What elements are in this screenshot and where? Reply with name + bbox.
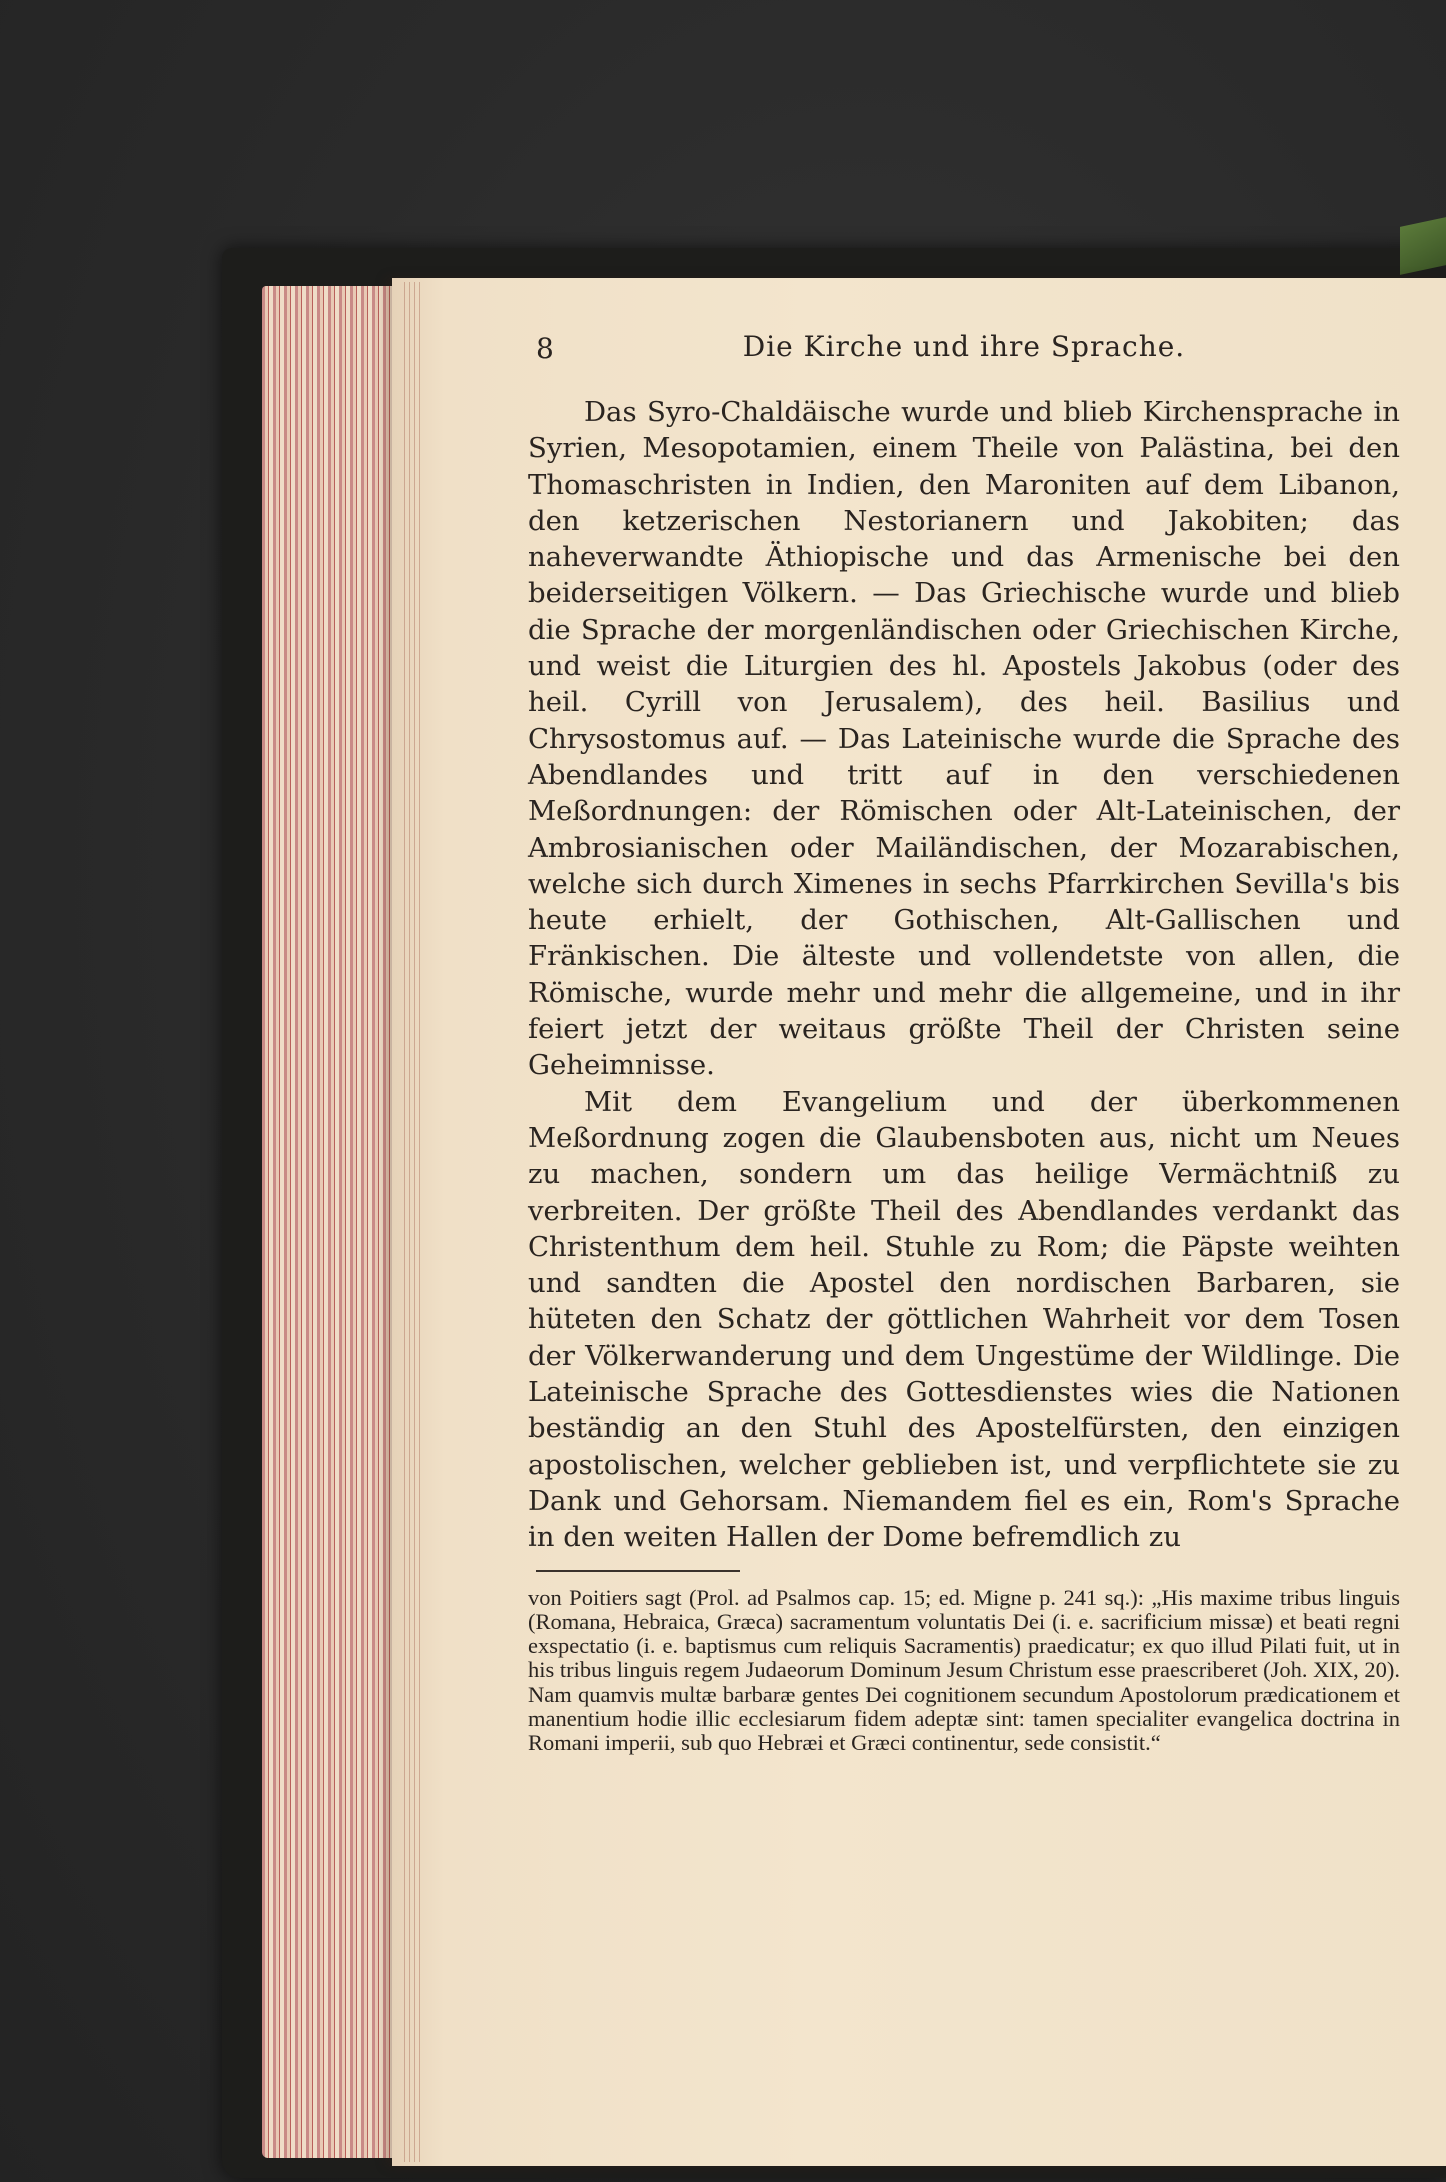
running-title: Die Kirche und ihre Sprache. <box>742 330 1186 363</box>
paragraph-2: Mit dem Evangelium und der überkommenen Meßordnung zogen die Glaubensboten aus, nicht um Neues zu machen, sondern um das heilige Vermächtniß zu verbreiten. Der größte Theil des Abendlandes verdankt das Christenthum dem heil. Stuhle zu Rom; die Päpste weihten und sandten die Apostel den nordischen Barbaren, sie hüteten den Schatz der göttlichen Wahrheit vor dem Tosen der Völkerwanderung und dem Ungestüme der Wildlinge. Die Lateinische Sprache des Gottesdienstes wies die Nationen beständig an den Stuhl des Apostelfürsten, den einzigen apostolischen, welcher geblieben ist, und verpflichtete sie zu Dank und Gehorsam. Niemandem fiel es ein, Rom's Sprache in den weiten Hallen der Dome befremdlich zu <box>528 1085 1400 1554</box>
footnote: von Poitiers sagt (Prol. ad Psalmos cap. 15; ed. Migne p. 241 sq.): „His maxime tribus linguis (Romana, Hebraica, Græca) sacramentum voluntatis Dei (i. e. sacrificium missæ) et beati regni exspectatio (i. e. baptismus cum reliquis Sacramentis) praedicatur; ex quo illud Pilati fuit, ut in his tribus linguis regem Judaeorum Dominum Jesum Christum esse praescriberet (Joh. XIX, 20). Nam quamvis multæ barbaræ gentes Dei cognitionem secundum Apostolorum prædicationem et manentium hodie illic ecclesiarum fidem adeptæ sint: tamen specialiter evangelica doctrina in Romani imperii, sub quo Hebræi et Græci continentur, sede consistit.“ <box>528 1584 1400 1756</box>
running-head <box>528 330 1400 376</box>
bookmark-ribbon <box>1400 217 1446 275</box>
page-content <box>528 330 1400 1756</box>
footnote-rule <box>536 1570 740 1572</box>
page-number: 8 <box>536 332 554 365</box>
page-gutter <box>400 282 420 2162</box>
page-edges <box>262 286 412 2158</box>
paragraph-1: Das Syro-Chaldäische wurde und blieb Kirchensprache in Syrien, Mesopotamien, einem Theile von Palästina, bei den Thomaschristen in Indien, den Maroniten auf dem Libanon, den ketzerischen Nestorianern und Jakobiten; das naheverwandte Äthiopische und das Armenische bei den beiderseitigen Völkern. — Das Griechische wurde und blieb die Sprache der morgenländischen oder Griechischen Kirche, und weist die Liturgien des hl. Apostels Jakobus (oder des heil. Cyrill von Jerusalem), des heil. Basilius und Chrysostomus auf. — Das Lateinische wurde die Sprache des Abendlandes und tritt auf in den verschiedenen Meßordnungen: der Römischen oder Alt-Lateinischen, der Ambrosianischen oder Mailändischen, der Mozarabischen, welche sich durch Ximenes in sechs Pfarrkirchen Sevilla's bis heute erhielt, der Gothischen, Alt-Gallischen und Fränkischen. Die älteste und vollendetste von allen, die Römische, wurde mehr und mehr die allgemeine, und in ihr feiert jetzt der weitaus größte Theil der Christen seine Geheimnisse. <box>528 396 1400 1082</box>
body-text <box>528 394 1400 1556</box>
